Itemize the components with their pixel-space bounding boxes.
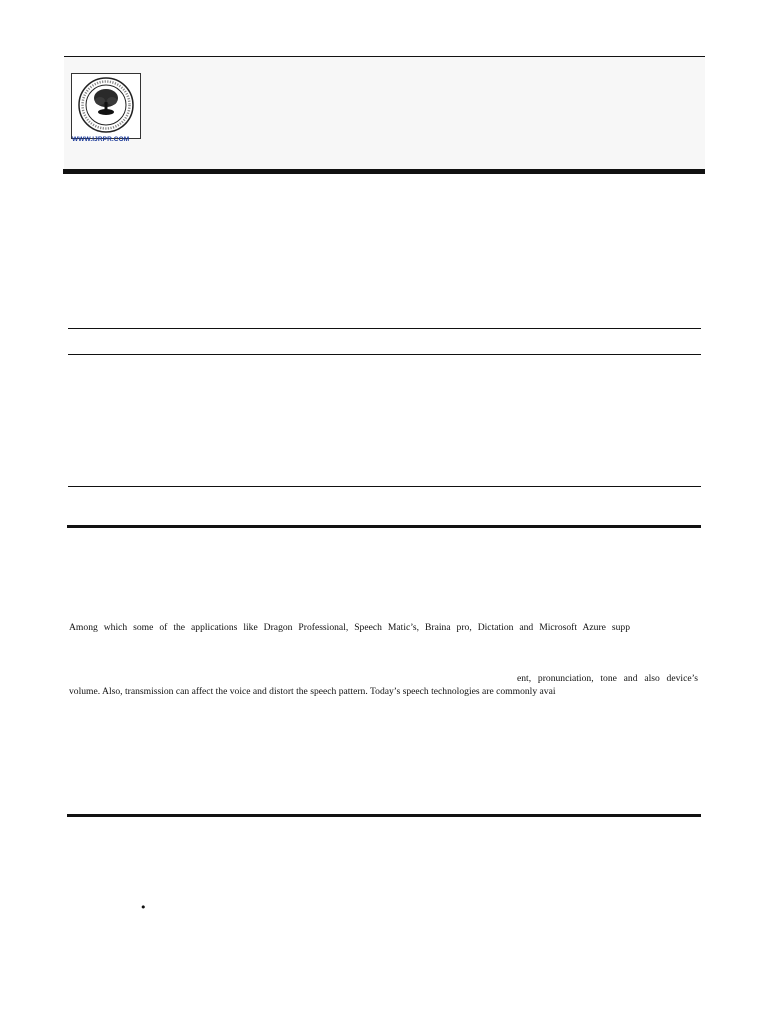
header-thick-rule [63, 169, 705, 174]
body-text-line-2: ent, pronunciation, tone and also device’s [517, 673, 698, 684]
body-text-line-1: Among which some of the applications like Dragon Professional, Speech Matic’s, Braina pro, Dictation and Microsoft Azure supp [69, 622, 630, 633]
article-info-rule-1 [68, 328, 701, 329]
article-info-rule-3 [68, 486, 701, 487]
section-thick-rule-2 [67, 814, 701, 817]
body-text-line-3: volume. Also, transmission can affect the voice and distort the speech pattern. Today’s speech technologies are commonly avai [69, 686, 556, 697]
journal-header-band [64, 57, 705, 169]
journal-logo [71, 73, 141, 139]
bullet-point: • [140, 901, 147, 914]
article-info-rule-2 [68, 354, 701, 355]
logo-caption: WWW.IJRPR.COM [72, 136, 130, 143]
tree-seal-icon [72, 74, 140, 138]
section-thick-rule-1 [67, 525, 701, 528]
